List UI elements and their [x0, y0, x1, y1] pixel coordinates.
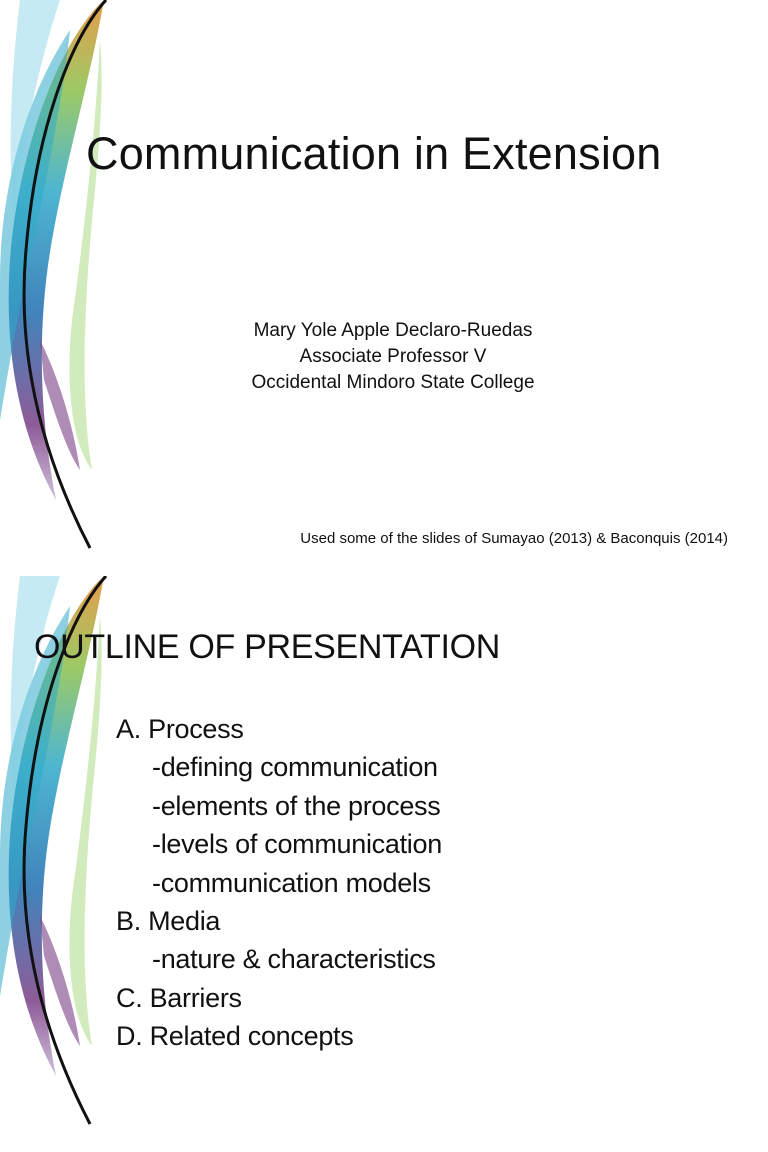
outline-slide [0, 576, 768, 1152]
outline-subitem: -nature & characteristics [152, 944, 436, 975]
outline-subitem: -defining communication [152, 752, 438, 783]
outline-item: B. Media [116, 906, 221, 937]
outline-item: C. Barriers [116, 982, 242, 1013]
author-block [200, 318, 586, 396]
slide-credit: Used some of the slides of Sumayao (2013) & Baconquis (2014) [300, 530, 728, 547]
outline-list [116, 710, 442, 1056]
outline-subitem: -communication models [152, 867, 431, 898]
slide-title: Communication in Extension [86, 128, 662, 179]
author-position: Associate Professor V [299, 346, 487, 367]
outline-subitem: -levels of communication [152, 829, 442, 860]
outline-title: OUTLINE OF PRESENTATION [34, 628, 500, 666]
outline-item: A. Process [116, 714, 244, 744]
author-name: Mary Yole Apple Declaro-Ruedas [253, 320, 533, 341]
feather-icon [0, 0, 120, 576]
outline-subitem: -elements of the process [152, 790, 441, 821]
outline-item: D. Related concepts [116, 1021, 354, 1052]
author-institution: Occidental Mindoro State College [251, 372, 535, 393]
